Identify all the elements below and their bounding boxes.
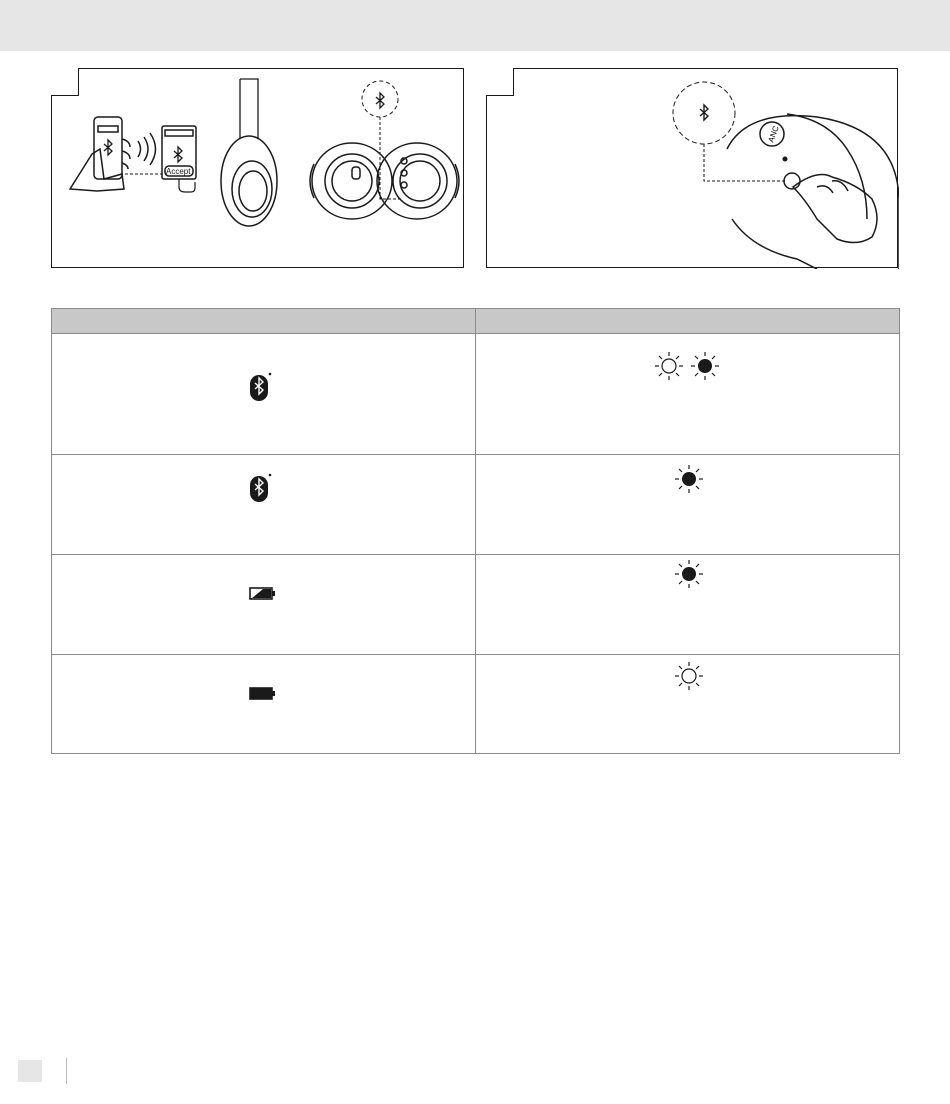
battery-charging-icon <box>249 586 277 602</box>
accept-button-label: Accept <box>166 167 191 176</box>
table-row <box>52 655 900 754</box>
finger-press-icon <box>793 175 877 243</box>
pairing-illustration <box>52 69 465 269</box>
led-on-icon <box>689 350 721 382</box>
headphones-side-icon <box>240 79 258 139</box>
led-on-icon <box>673 558 705 590</box>
anc-label: ANC <box>766 124 781 144</box>
led-off-icon <box>653 350 685 382</box>
page-number-box <box>18 1060 42 1082</box>
table-header-symbol <box>52 309 476 334</box>
signal-waves-icon <box>138 133 156 165</box>
bluetooth-connected-icon <box>249 471 273 505</box>
bluetooth-button <box>784 173 800 189</box>
table-row <box>52 334 900 455</box>
footer-divider <box>66 1058 67 1084</box>
earcup-outline <box>727 116 899 269</box>
figure-1-panel <box>51 68 464 268</box>
led-on-icon <box>673 463 705 495</box>
led-off-icon <box>673 660 705 692</box>
status-table <box>51 308 900 754</box>
battery-full-icon <box>249 686 277 702</box>
headphones-front-icon <box>310 143 459 219</box>
table-row <box>52 455 900 555</box>
bluetooth-button-illustration <box>487 69 899 269</box>
bluetooth-icon <box>700 105 708 120</box>
figure-2-panel <box>486 68 898 268</box>
bluetooth-icon <box>104 93 384 162</box>
table-header-led <box>476 309 900 334</box>
bluetooth-pairing-icon <box>249 370 273 404</box>
hand-icon <box>70 149 124 191</box>
table-row <box>52 555 900 655</box>
header-band <box>0 0 950 51</box>
finger-press-icon <box>179 179 195 192</box>
